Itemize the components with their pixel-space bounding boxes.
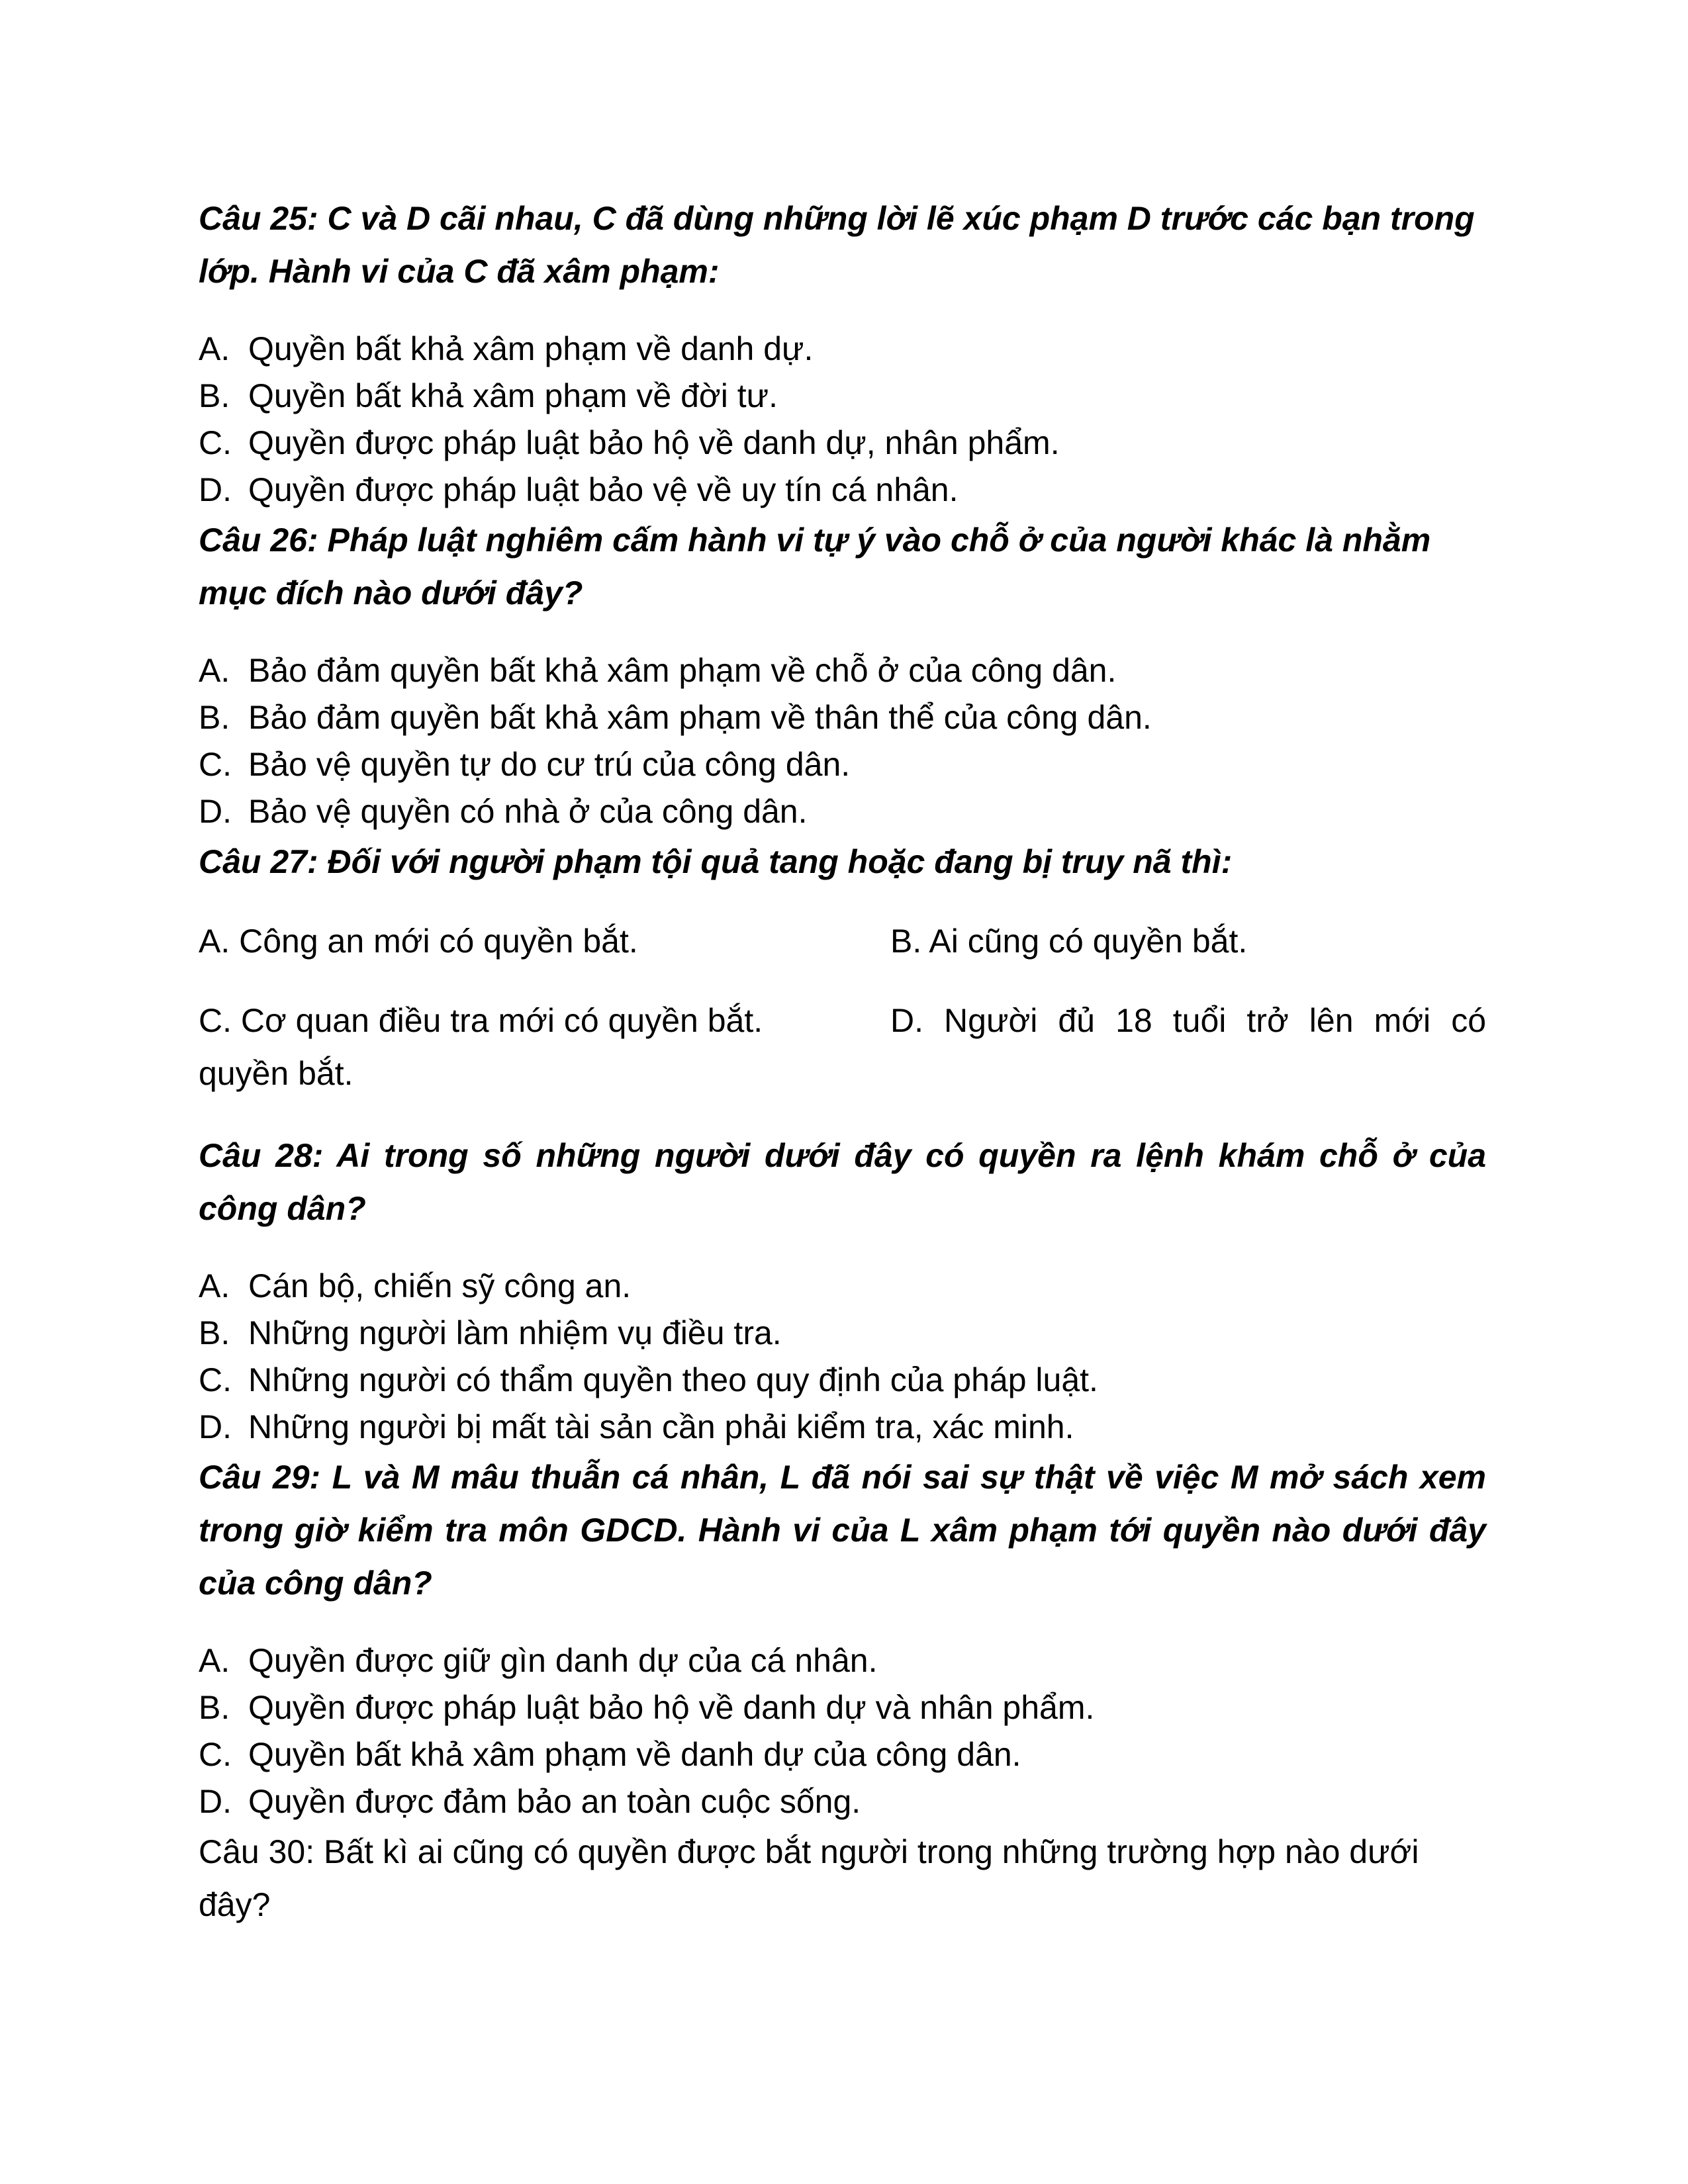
- option-text: Quyền được đảm bảo an toàn cuộc sống.: [248, 1783, 861, 1820]
- question-25-option-b[interactable]: [199, 373, 1486, 420]
- option-letter: D.: [199, 1408, 232, 1445]
- option-text: Cán bộ, chiến sỹ công an.: [248, 1267, 632, 1304]
- option-letter: B.: [199, 1689, 230, 1726]
- exam-content: [199, 192, 1486, 1931]
- option-text: Quyền được pháp luật bảo hộ về danh dự và nhân phẩm.: [248, 1689, 1095, 1726]
- question-27-title: Câu 27: Đối với người phạm tội quả tang hoặc đang bị truy nã thì:: [199, 843, 1233, 880]
- question-28-option-d[interactable]: [199, 1404, 1486, 1451]
- option-letter: A.: [199, 652, 230, 689]
- option-text: Quyền bất khả xâm phạm về đời tư.: [248, 377, 778, 414]
- question-26-option-b[interactable]: [199, 694, 1486, 741]
- option-letter: C.: [199, 1736, 232, 1773]
- question-26-option-d[interactable]: [199, 788, 1486, 835]
- question-29-title: Câu 29: L và M mâu thuẫn cá nhân, L đã nói sai sự thật về việc M mở sách xem trong giờ kiểm tra môn GDCD. Hành vi của L xâm phạm tới quyền nào dưới đây của công dân?: [199, 1459, 1486, 1602]
- question-26-option-c[interactable]: [199, 741, 1486, 788]
- question-29-option-d[interactable]: [199, 1778, 1486, 1825]
- question-25-option-d[interactable]: [199, 467, 1486, 514]
- option-letter: C.: [199, 746, 232, 783]
- option-letter: A.: [199, 330, 230, 367]
- option-letter: C.: [199, 1361, 232, 1398]
- question-29-option-a[interactable]: [199, 1637, 1486, 1684]
- question-29-option-c[interactable]: [199, 1731, 1486, 1778]
- question-28-title: Câu 28: Ai trong số những người dưới đây có quyền ra lệnh khám chỗ ở của công dân?: [199, 1137, 1486, 1227]
- option-letter: B.: [199, 1314, 230, 1351]
- question-27-row-ab: [199, 915, 1486, 968]
- question-30-title: Câu 30: Bất kì ai cũng có quyền được bắt người trong những trường hợp nào dưới đây?: [199, 1833, 1419, 1923]
- option-letter: A.: [199, 1642, 230, 1679]
- question-27-option-c[interactable]: C. Cơ quan điều tra mới có quyền bắt.: [199, 1002, 763, 1039]
- option-text: Những người có thẩm quyền theo quy định của pháp luật.: [248, 1361, 1098, 1398]
- question-26-option-a[interactable]: [199, 647, 1486, 694]
- question-27-option-d[interactable]: D. Người đủ 18 tuổi trở lên mới có quyền bắt.: [199, 1002, 1486, 1092]
- option-letter: A.: [199, 1267, 230, 1304]
- question-29-option-b[interactable]: [199, 1684, 1486, 1731]
- option-letter: D.: [199, 471, 232, 508]
- question-27-row-cd: [199, 994, 1486, 1100]
- question-28-option-b[interactable]: [199, 1310, 1486, 1357]
- option-text: Quyền được giữ gìn danh dự của cá nhân.: [248, 1642, 878, 1679]
- question-28-option-c[interactable]: [199, 1357, 1486, 1404]
- question-26-title: Câu 26: Pháp luật nghiêm cấm hành vi tự ý vào chỗ ở của người khác là nhằm mục đích nào dưới đây?: [199, 522, 1431, 612]
- option-letter: C.: [199, 424, 232, 461]
- option-text: Bảo đảm quyền bất khả xâm phạm về thân thể của công dân.: [248, 699, 1152, 736]
- option-text: Bảo vệ quyền có nhà ở của công dân.: [248, 793, 808, 830]
- option-letter: D.: [199, 1783, 232, 1820]
- option-letter: B.: [199, 377, 230, 414]
- question-28-option-a[interactable]: [199, 1263, 1486, 1310]
- option-text: Quyền bất khả xâm phạm về danh dự của công dân.: [248, 1736, 1021, 1773]
- question-27-option-a[interactable]: A. Công an mới có quyền bắt.: [199, 923, 638, 960]
- option-text: Những người làm nhiệm vụ điều tra.: [248, 1314, 782, 1351]
- option-letter: B.: [199, 699, 230, 736]
- option-text: Quyền được pháp luật bảo vệ về uy tín cá nhân.: [248, 471, 959, 508]
- question-27-row-cd-text: [199, 994, 1486, 1100]
- option-text: Quyền được pháp luật bảo hộ về danh dự, nhân phẩm.: [248, 424, 1060, 461]
- option-text: Bảo đảm quyền bất khả xâm phạm về chỗ ở của công dân.: [248, 652, 1117, 689]
- question-25-option-c[interactable]: [199, 420, 1486, 467]
- option-text: Quyền bất khả xâm phạm về danh dự.: [248, 330, 814, 367]
- option-letter: D.: [199, 793, 232, 830]
- question-25-option-a[interactable]: [199, 326, 1486, 373]
- question-27-option-b[interactable]: B. Ai cũng có quyền bắt.: [890, 923, 1248, 960]
- option-text: Những người bị mất tài sản cần phải kiểm tra, xác minh.: [248, 1408, 1074, 1445]
- question-25-title: Câu 25: C và D cãi nhau, C đã dùng những lời lẽ xúc phạm D trước các bạn trong lớp. Hành vi của C đã xâm phạm:: [199, 200, 1475, 290]
- option-text: Bảo vệ quyền tự do cư trú của công dân.: [248, 746, 851, 783]
